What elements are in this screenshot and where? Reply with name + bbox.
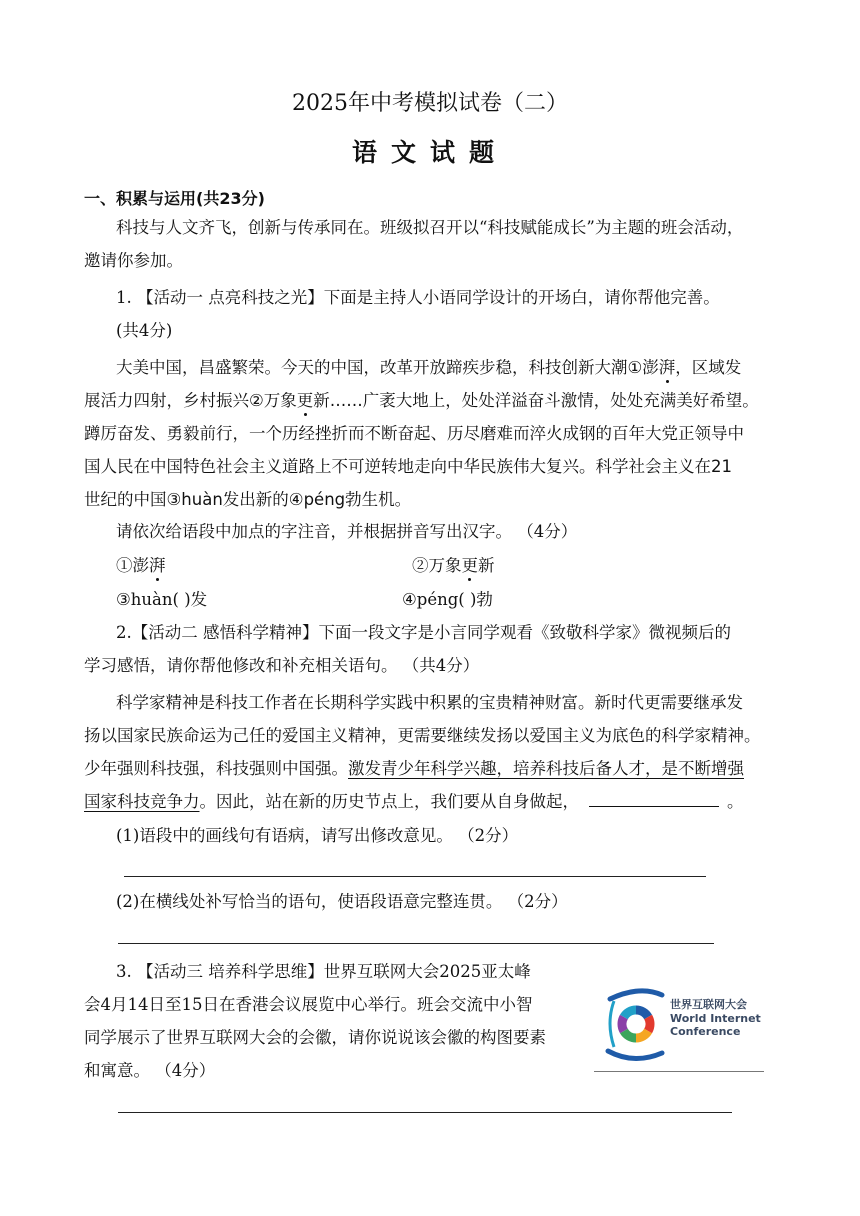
logo-center: [628, 1016, 644, 1032]
q1-stem: 1. 【活动一 点亮科技之光】下面是主持人小语同学设计的开场白，请你帮他完善。: [116, 288, 720, 307]
logo-cn-name: 世界互联网大会: [670, 998, 747, 1011]
logo-ring-segment: [636, 1031, 648, 1038]
underlined-sentence: 激发青少年科学兴趣，培养科技后备人才，是不断增强: [348, 759, 744, 778]
logo-ring-segment: [636, 1010, 648, 1017]
q1-passage-line: [116, 354, 741, 378]
q2-passage-line: 少年强则科技强，科技强则中国强。激发青少年科学兴趣，培养科技后备人才，是不断增强: [84, 759, 744, 778]
logo-swoosh-bottom: [608, 1051, 662, 1059]
q2-stem: 2.【活动二 感悟科学精神】下面一段文字是小言同学观看《致敬科学家》微视频后的: [116, 623, 731, 642]
q1-passage-text: 展活力四射，乡村振兴②万象: [84, 391, 297, 410]
exam-subtitle: 语文试题: [351, 138, 508, 167]
q3-stem: 3. 【活动三 培养科学思维】世界互联网大会2025亚太峰: [116, 962, 531, 981]
q1-passage-line: 蹲厉奋发、勇毅前行，一个历经挫折而不断奋起、历尽磨难而淬火成钢的百年大党正领导中: [84, 424, 744, 443]
q1-item-4[interactable]: ④péng( )勃: [402, 590, 493, 609]
exam-title: 2025年中考模拟试卷（二）: [292, 91, 568, 116]
logo-ring-segment: [622, 1017, 624, 1031]
q1-passage-text: ，区域发: [675, 358, 742, 377]
logo-en-name: Conference: [670, 1025, 741, 1038]
intro-line: 科技与人文齐飞，创新与传承同在。班级拟召开以“科技赋能成长”为主题的班会活动，: [116, 218, 744, 237]
logo-ring-segment: [648, 1017, 650, 1031]
logo-swoosh-top: [610, 991, 662, 999]
q1-instruction: 请依次给语段中加点的字注音，并根据拼音写出汉字。 （4分）: [116, 522, 578, 541]
dotted-char: 湃: [149, 556, 166, 575]
fill-in-blank[interactable]: [589, 790, 719, 807]
underlined-sentence: 国家科技竞争力: [84, 792, 200, 811]
logo-ring-segment: [624, 1010, 636, 1017]
q2-stem: 学习感悟，请你帮他修改和补充相关语句。 （共4分）: [84, 656, 480, 675]
logo-ring-segment: [624, 1031, 636, 1038]
logo-caption-line: [594, 1071, 764, 1072]
q2-sub-question-1: (1)语段中的画线句有语病，请写出修改意见。 （2分）: [116, 826, 519, 845]
logo-swoosh-left: [610, 1001, 614, 1047]
q1-passage-text: 大美中国，昌盛繁荣。今天的中国，改革开放蹄疾步稳，科技创新大潮①澎: [116, 358, 659, 377]
logo-en-name: World Internet: [670, 1012, 761, 1025]
q1-stem: (共4分): [116, 321, 173, 340]
answer-line[interactable]: [118, 943, 714, 944]
q3-stem: 和寓意。 （4分）: [84, 1061, 216, 1080]
q2-passage-line: 扬以国家民族命运为己任的爱国主义精神，更需要继续发扬以爱国主义为底色的科学家精神。: [84, 726, 761, 745]
answer-line[interactable]: [118, 1112, 732, 1113]
q3-stem: 同学展示了世界互联网大会的会徽，请你说说该会徽的构图要素: [84, 1028, 546, 1047]
q2-sub-question-2: (2)在横线处补写恰当的语句，使语段语意完整连贯。 （2分）: [116, 892, 568, 911]
q1-item-2: ②万象更新: [412, 556, 495, 575]
q1-passage-line: 国人民在中国特色社会主义道路上不可逆转地走向中华民族伟大复兴。科学社会主义在21: [84, 457, 732, 476]
dotted-char: 更: [296, 391, 314, 410]
q1-passage-text: 新……广袤大地上，处处洋溢奋斗激情，处处充满美好希望。: [313, 391, 759, 410]
dotted-char: 更: [461, 556, 478, 575]
dotted-char: 湃: [658, 358, 676, 377]
section-heading: 一、积累与运用(共23分): [84, 189, 265, 208]
q3-stem: 会4月14日至15日在香港会议展览中心举行。班会交流中小智: [84, 995, 533, 1014]
q1-passage-line: 世纪的中国③huàn发出新的④péng勃生机。: [84, 490, 412, 509]
q2-passage-line: 国家科技竞争力。因此，站在新的历史节点上，我们要从自身做起， 。: [84, 792, 744, 811]
q1-item-1: ①澎湃: [116, 556, 166, 575]
q1-passage-line: [84, 387, 759, 411]
intro-line: 邀请你参加。: [84, 251, 183, 270]
q2-passage-line: 科学家精神是科技工作者在长期科学实践中积累的宝贵精神财富。新时代更需要继承发: [116, 693, 743, 712]
q1-item-3[interactable]: ③huàn( )发: [116, 590, 208, 609]
answer-line[interactable]: [124, 876, 706, 877]
